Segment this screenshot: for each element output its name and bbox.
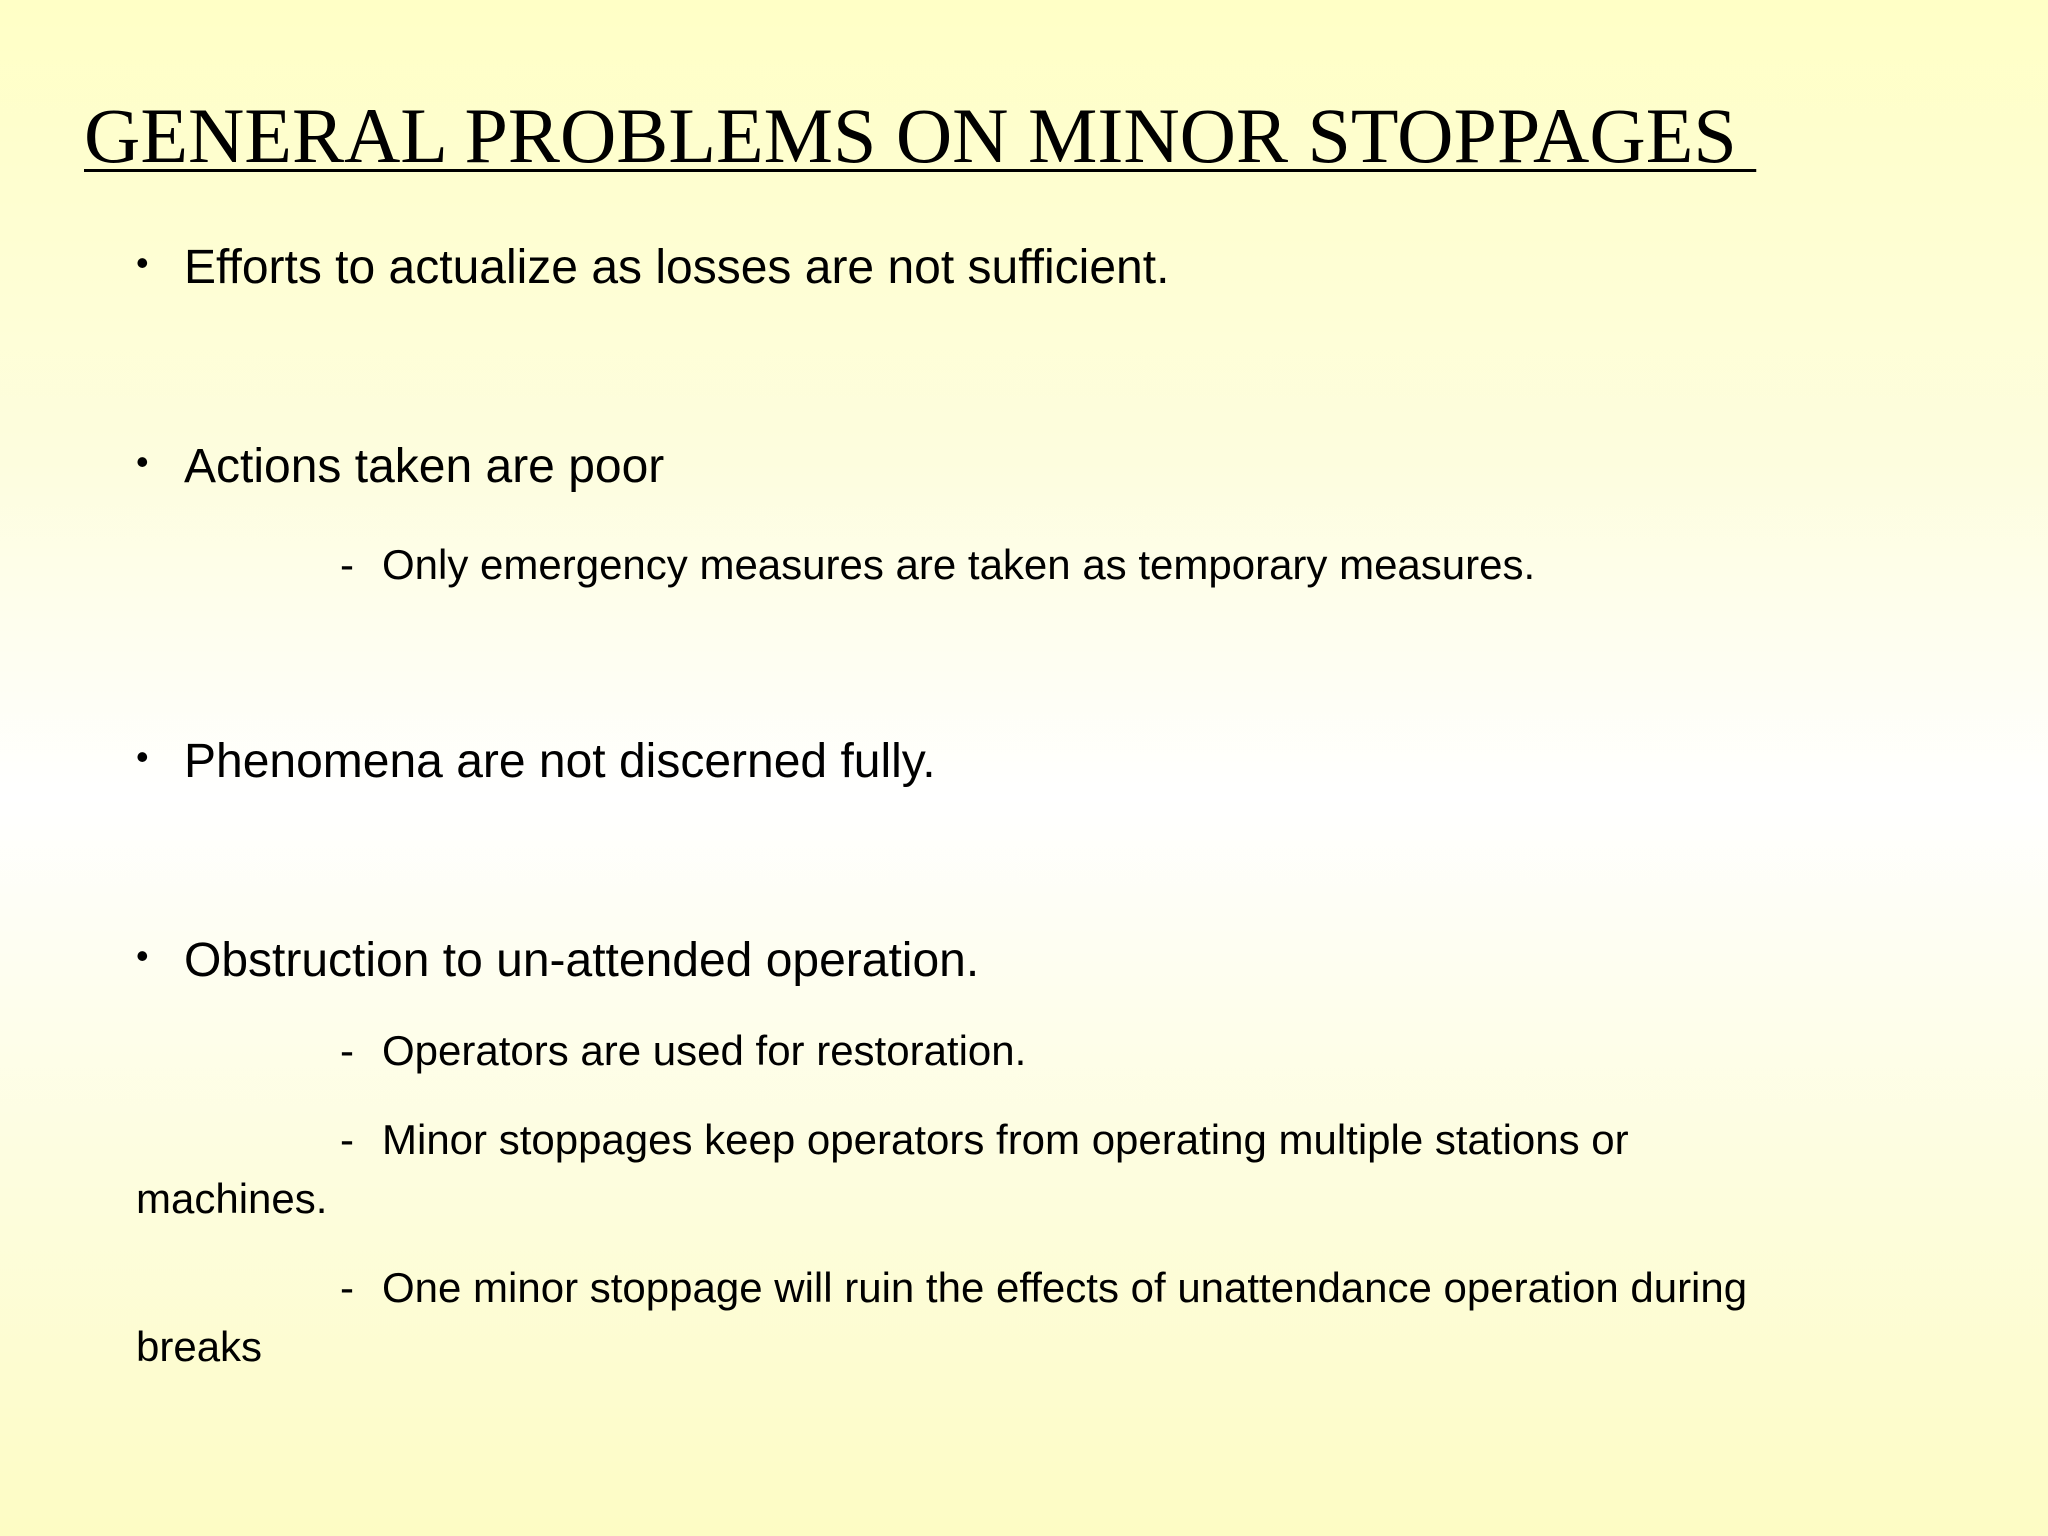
bullet-marker: • [136, 242, 149, 283]
slide-title: GENERAL PROBLEMS ON MINOR STOPPAGES [84, 92, 1757, 179]
bullet-marker: • [136, 935, 149, 976]
sub-bullet-text: Minor stoppages keep operators from operating multiple stations or [382, 1116, 1629, 1163]
bullet-marker: • [136, 736, 149, 777]
sub-bullet-dash: - [340, 1264, 354, 1311]
sub-bullet [340, 1026, 1026, 1076]
bullet-text: Obstruction to un-attended operation. [184, 934, 980, 987]
sub-bullet-text: Operators are used for restoration. [382, 1027, 1027, 1074]
sub-bullet-continuation: breaks [136, 1323, 263, 1370]
sub-bullet-dash: - [340, 541, 354, 588]
sub-bullet [340, 540, 1535, 590]
bullet-text: Phenomena are not discerned fully. [184, 735, 936, 788]
sub-bullet-dash: - [340, 1116, 354, 1163]
sub-bullet-continuation: machines. [136, 1175, 328, 1222]
sub-bullet-text: One minor stoppage will ruin the effects of unattendance operation during [382, 1264, 1748, 1311]
bullet-text: Actions taken are poor [184, 440, 665, 493]
bullet-text: Efforts to actualize as losses are not sufficient. [184, 241, 1170, 294]
sub-bullet [340, 1263, 1747, 1313]
sub-bullet-dash: - [340, 1027, 354, 1074]
bullet-marker: • [136, 441, 149, 482]
sub-bullet [340, 1115, 1629, 1165]
sub-bullet-text: Only emergency measures are taken as temporary measures. [382, 541, 1536, 588]
